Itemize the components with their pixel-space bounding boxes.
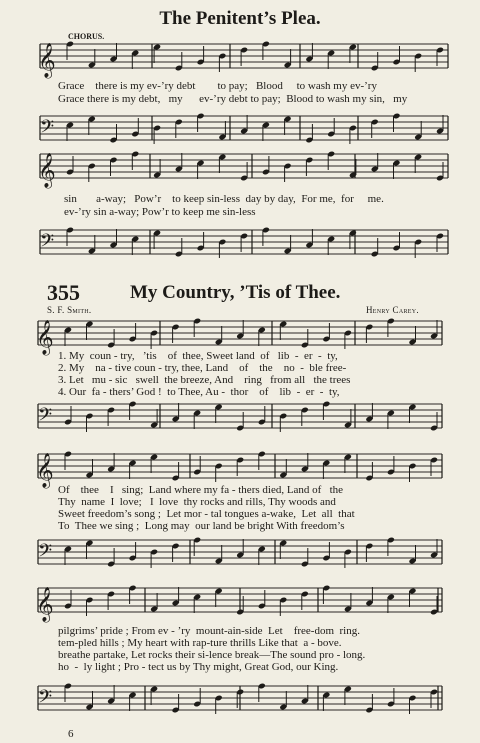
chorus-s2-line2: ev-’ry sin a-way; Pow’r to keep me sin-less (64, 206, 256, 218)
svg-text:𝄞: 𝄞 (36, 453, 54, 488)
staff-hymn-bass-1 (0, 398, 480, 440)
svg-text:𝄢: 𝄢 (40, 117, 55, 142)
svg-text:𝄞: 𝄞 (38, 43, 56, 78)
chorus-s1-line2: Grace there is my debt, my ev-’ry debt to pay; Blood to wash my sin, my (58, 93, 408, 105)
staff-hymn-bass-2 (0, 534, 480, 576)
svg-text:𝄢: 𝄢 (40, 231, 55, 256)
svg-text:𝄞: 𝄞 (36, 320, 54, 355)
chorus-s1-line1: Grace there is my ev-’ry debt to pay; Blood to wash my ev-’ry (58, 80, 377, 92)
chorus-label: CHORUS. (68, 32, 105, 41)
hymn-s3-verse2: tem-pled hills ; My heart with rap-ture thrills Like that a - bove. (58, 637, 342, 649)
staff-hymn-bass-3 (0, 676, 480, 726)
hymn-s2-verse4: To Thee we sing ; Long may our land be bright With freedom’s (58, 520, 345, 532)
hymn-title: My Country, ’Tis of Thee. (130, 282, 341, 303)
page-title: The Penitent’s Plea. (159, 8, 321, 29)
hymn-s1-verse4: 4. Our fa - thers’ God ! to Thee, Au - thor of lib - er - ty, (58, 386, 340, 398)
svg-text:𝄞: 𝄞 (38, 153, 56, 188)
hymn-s1-verse2: 2. My na - tive coun - try, thee, Land of the no - ble free- (58, 362, 347, 374)
hymn-s1-verse3: 3. Let mu - sic swell the breeze, And ring from all the trees (58, 374, 351, 386)
hymn-s3-verse1: pilgrims’ pride ; From ev - ’ry mount-ain-side Let free-dom ring. (58, 625, 360, 637)
svg-text:𝄢: 𝄢 (38, 687, 53, 712)
hymn-composer: Henry Carey. (366, 305, 419, 315)
staff-chorus-bass-2 (0, 222, 480, 270)
hymn-s2-verse2: Thy name I love; I love thy rocks and rills, Thy woods and (58, 496, 336, 508)
svg-text:𝄞: 𝄞 (36, 587, 54, 622)
hymn-s1-verse1: 1. My coun - try, ’tis of thee, Sweet land of lib - er - ty, (58, 350, 338, 362)
staff-hymn-treble-3 (0, 582, 480, 628)
hymn-number: 355 (47, 280, 80, 305)
svg-text:𝄢: 𝄢 (38, 405, 53, 430)
hymn-s3-verse4: ho - ly light ; Pro - tect us by Thy might, Great God, our King. (58, 661, 339, 673)
chorus-s2-line1: sin a-way; Pow’r to keep sin-less day by day, For me, for me. (64, 193, 384, 205)
page-number: 6 (68, 728, 74, 740)
hymn-s2-verse3: Sweet freedom’s song ; Let mor - tal tongues a-wake, Let all that (58, 508, 355, 520)
hymn-author: S. F. Smith. (47, 305, 92, 315)
svg-text:𝄢: 𝄢 (38, 541, 53, 566)
hymn-s2-verse1: Of thee I sing; Land where my fa - thers died, Land of the (58, 484, 344, 496)
staff-chorus-treble-2 (0, 148, 480, 198)
hymn-s3-verse3: breathe partake, Let rocks their si-lence break—The sound pro - long. (58, 649, 366, 661)
